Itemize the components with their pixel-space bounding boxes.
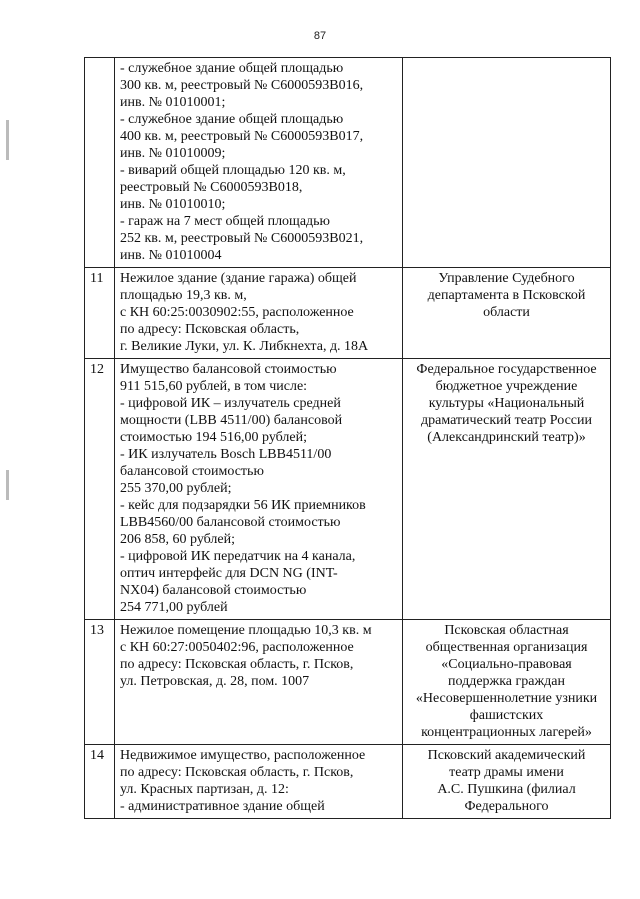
page-number: 87 xyxy=(313,30,327,42)
organization-line: театр драмы имени xyxy=(449,765,564,780)
description-line: - кейс для подзарядки 56 ИК приемников xyxy=(120,498,366,513)
description-line: с КН 60:27:0050402:96, расположенное xyxy=(120,640,354,655)
description-line: - административное здание общей xyxy=(120,799,325,814)
organization-line: Федерального xyxy=(464,799,549,814)
description-line: по адресу: Псковская область, xyxy=(120,322,300,337)
organization-line: А.С. Пушкина (филиал xyxy=(437,782,576,797)
table-row xyxy=(85,359,611,620)
row-number xyxy=(85,58,115,268)
description-line: 252 кв. м, реестровый № С6000593В021, xyxy=(120,231,364,246)
table-row xyxy=(85,745,611,819)
description-line: ул. Петровская, д. 28, пом. 1007 xyxy=(120,674,310,689)
organization-line: фашистских xyxy=(469,708,544,723)
property-description xyxy=(115,620,403,745)
recipient-organization xyxy=(403,268,611,359)
description-line: по адресу: Псковская область, г. Псков, xyxy=(120,765,354,780)
property-table xyxy=(84,57,611,819)
scan-edge-mark xyxy=(6,470,9,500)
organization-line: концентрационных лагерей» xyxy=(421,725,592,740)
recipient-organization xyxy=(403,359,611,620)
description-line: 255 370,00 рублей; xyxy=(120,481,232,496)
table-row xyxy=(85,58,611,268)
property-description xyxy=(115,745,403,819)
description-line: Имущество балансовой стоимостью xyxy=(120,362,337,377)
property-description xyxy=(115,359,403,620)
organization-line: области xyxy=(483,305,530,320)
organization-line: Псковский академический xyxy=(427,748,586,763)
description-line: - ИК излучатель Bosch LBB4511/00 xyxy=(120,447,332,462)
description-line: ул. Красных партизан, д. 12: xyxy=(120,782,289,797)
description-line: реестровый № С6000593В018, xyxy=(120,180,303,195)
description-line: - цифровой ИК передатчик на 4 канала, xyxy=(120,549,356,564)
row-number: 11 xyxy=(85,268,115,359)
organization-line: общественная организация xyxy=(425,640,588,655)
table-row xyxy=(85,268,611,359)
organization-line: бюджетное учреждение xyxy=(435,379,578,394)
row-number: 12 xyxy=(85,359,115,620)
organization-line: драматический театр России xyxy=(420,413,592,428)
description-line: г. Великие Луки, ул. К. Либкнехта, д. 18А xyxy=(120,339,369,354)
description-line: - цифровой ИК – излучатель средней xyxy=(120,396,341,411)
organization-line: департамента в Псковской xyxy=(427,288,586,303)
organization-line: «Социально-правовая xyxy=(441,657,572,672)
recipient-organization xyxy=(403,620,611,745)
description-line: Нежилое помещение площадью 10,3 кв. м xyxy=(120,623,372,638)
description-line: Недвижимое имущество, расположенное xyxy=(120,748,366,763)
row-number: 13 xyxy=(85,620,115,745)
description-line: - гараж на 7 мест общей площадью xyxy=(120,214,331,229)
description-line: инв. № 01010004 xyxy=(120,248,222,263)
description-line: 254 771,00 рублей xyxy=(120,600,228,615)
organization-line: Псковская областная xyxy=(444,623,569,638)
description-line: LBB4560/00 балансовой стоимостью xyxy=(120,515,341,530)
property-description xyxy=(115,268,403,359)
description-line: балансовой стоимостью xyxy=(120,464,264,479)
description-line: мощности (LBB 4511/00) балансовой xyxy=(120,413,343,428)
description-line: 911 515,60 рублей, в том числе: xyxy=(120,379,308,394)
organization-line: культуры «Национальный xyxy=(428,396,585,411)
description-line: инв. № 01010010; xyxy=(120,197,226,212)
recipient-organization xyxy=(403,58,611,268)
description-line: 400 кв. м, реестровый № С6000593В017, xyxy=(120,129,364,144)
organization-line: Федеральное государственное xyxy=(416,362,597,377)
description-line: инв. № 01010009; xyxy=(120,146,226,161)
property-description xyxy=(115,58,403,268)
organization-line: Управление Судебного xyxy=(438,271,575,286)
description-line: - служебное здание общей площадью xyxy=(120,112,344,127)
description-line: по адресу: Псковская область, г. Псков, xyxy=(120,657,354,672)
table-row xyxy=(85,620,611,745)
recipient-organization xyxy=(403,745,611,819)
description-line: с КН 60:25:0030902:55, расположенное xyxy=(120,305,354,320)
scan-edge-mark xyxy=(6,120,9,160)
description-line: NX04) балансовой стоимостью xyxy=(120,583,307,598)
description-line: площадью 19,3 кв. м, xyxy=(120,288,247,303)
description-line: инв. № 01010001; xyxy=(120,95,226,110)
description-line: 206 858, 60 рублей; xyxy=(120,532,235,547)
description-line: 300 кв. м, реестровый № С6000593В016, xyxy=(120,78,364,93)
description-line: - виварий общей площадью 120 кв. м, xyxy=(120,163,346,178)
organization-line: (Александринский театр)» xyxy=(427,430,586,445)
row-number: 14 xyxy=(85,745,115,819)
description-line: стоимостью 194 516,00 рублей; xyxy=(120,430,308,445)
description-line: - служебное здание общей площадью xyxy=(120,61,344,76)
description-line: Нежилое здание (здание гаража) общей xyxy=(120,271,357,286)
organization-line: «Несовершеннолетние узники xyxy=(415,691,598,706)
description-line: оптич интерфейс для DCN NG (INT- xyxy=(120,566,338,581)
organization-line: поддержка граждан xyxy=(448,674,565,689)
